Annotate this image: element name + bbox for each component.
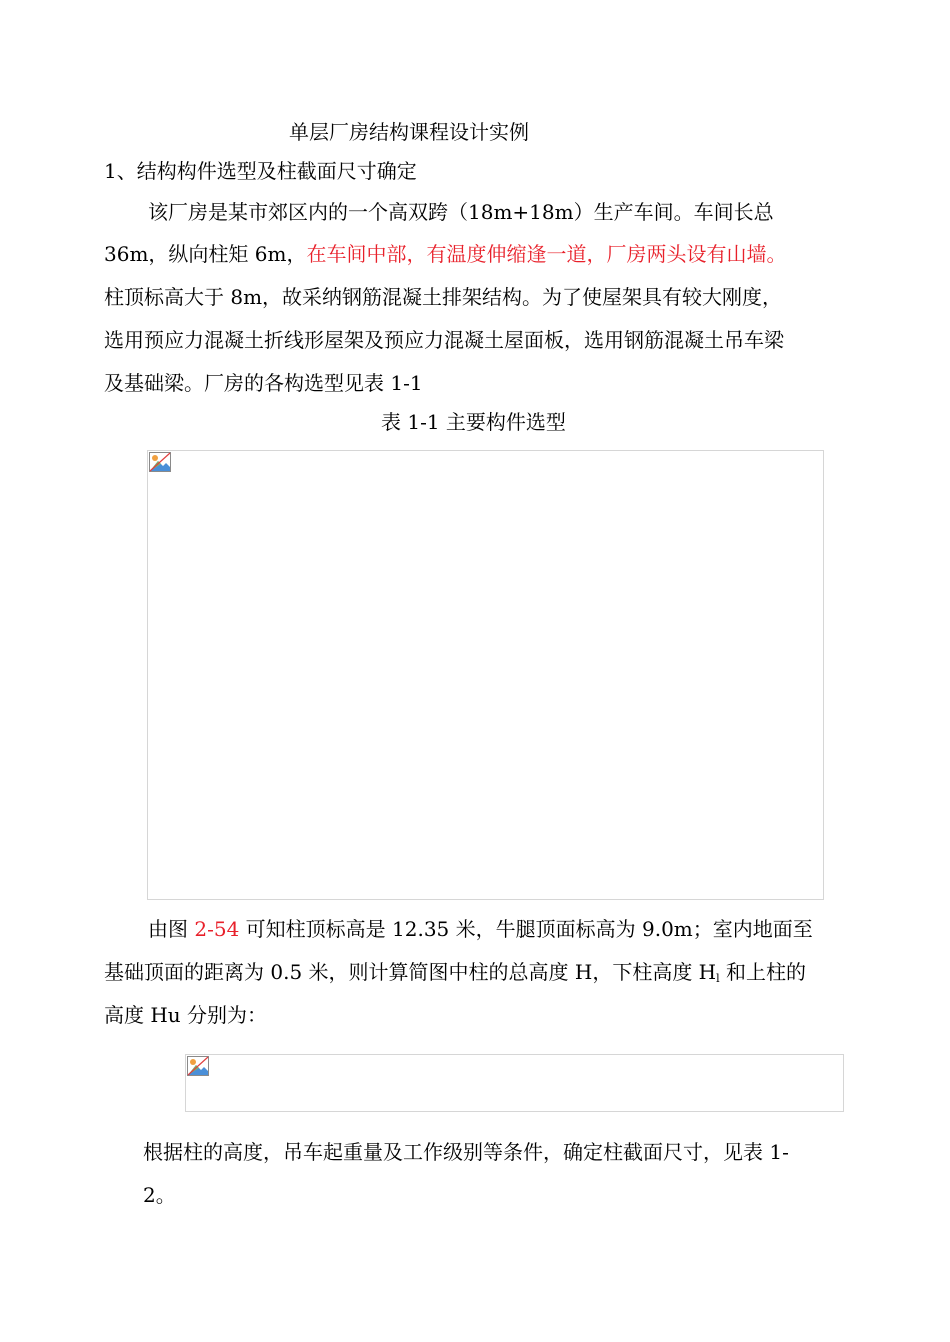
table-caption: 表 1-1 主要构件选型 (381, 410, 566, 434)
table-image-placeholder (147, 450, 824, 900)
para2-line1: 由图 2-54 可知柱顶标高是 12.35 米，牛腿顶面标高为 9.0m；室内地面至 (148, 917, 813, 941)
para1-line1: 该厂房是某市郊区内的一个高双跨（18m+18m）生产车间。车间长总 (148, 200, 774, 224)
para1-line3: 柱顶标高大于 8m，故采纳钢筋混凝土排架结构。为了使屋架具有较大刚度， (104, 285, 783, 309)
para2-line3: 高度 Hu 分别为： (104, 1003, 268, 1027)
para1-line2: 36m，纵向柱矩 6m，在车间中部，有温度伸缩逢一道，厂房两头设有山墙。 (104, 242, 787, 266)
broken-image-icon (149, 452, 171, 472)
para1-line4: 选用预应力混凝土折线形屋架及预应力混凝土屋面板，选用钢筋混凝土吊车梁 (104, 328, 784, 352)
document-title: 单层厂房结构课程设计实例 (289, 120, 529, 144)
highlight-red-text: 在车间中部，有温度伸缩逢一道，厂房两头设有山墙。 (306, 242, 787, 266)
figure-reference: 2-54 (194, 917, 240, 941)
formula-image-placeholder (185, 1054, 844, 1112)
para2-line2: 基础顶面的距离为 0.5 米，则计算简图中柱的总高度 H，下柱高度 $H_l$ 和上柱的 (104, 960, 807, 985)
section-heading: 1、结构构件选型及柱截面尺寸确定 (104, 159, 417, 183)
broken-image-icon (187, 1056, 209, 1076)
para3-line2: 2。 (143, 1183, 176, 1207)
para1-line5: 及基础梁。厂房的各构选型见表 1-1 (104, 371, 423, 395)
para3-line1: 根据柱的高度，吊车起重量及工作级别等条件，确定柱截面尺寸，见表 1- (143, 1140, 789, 1164)
